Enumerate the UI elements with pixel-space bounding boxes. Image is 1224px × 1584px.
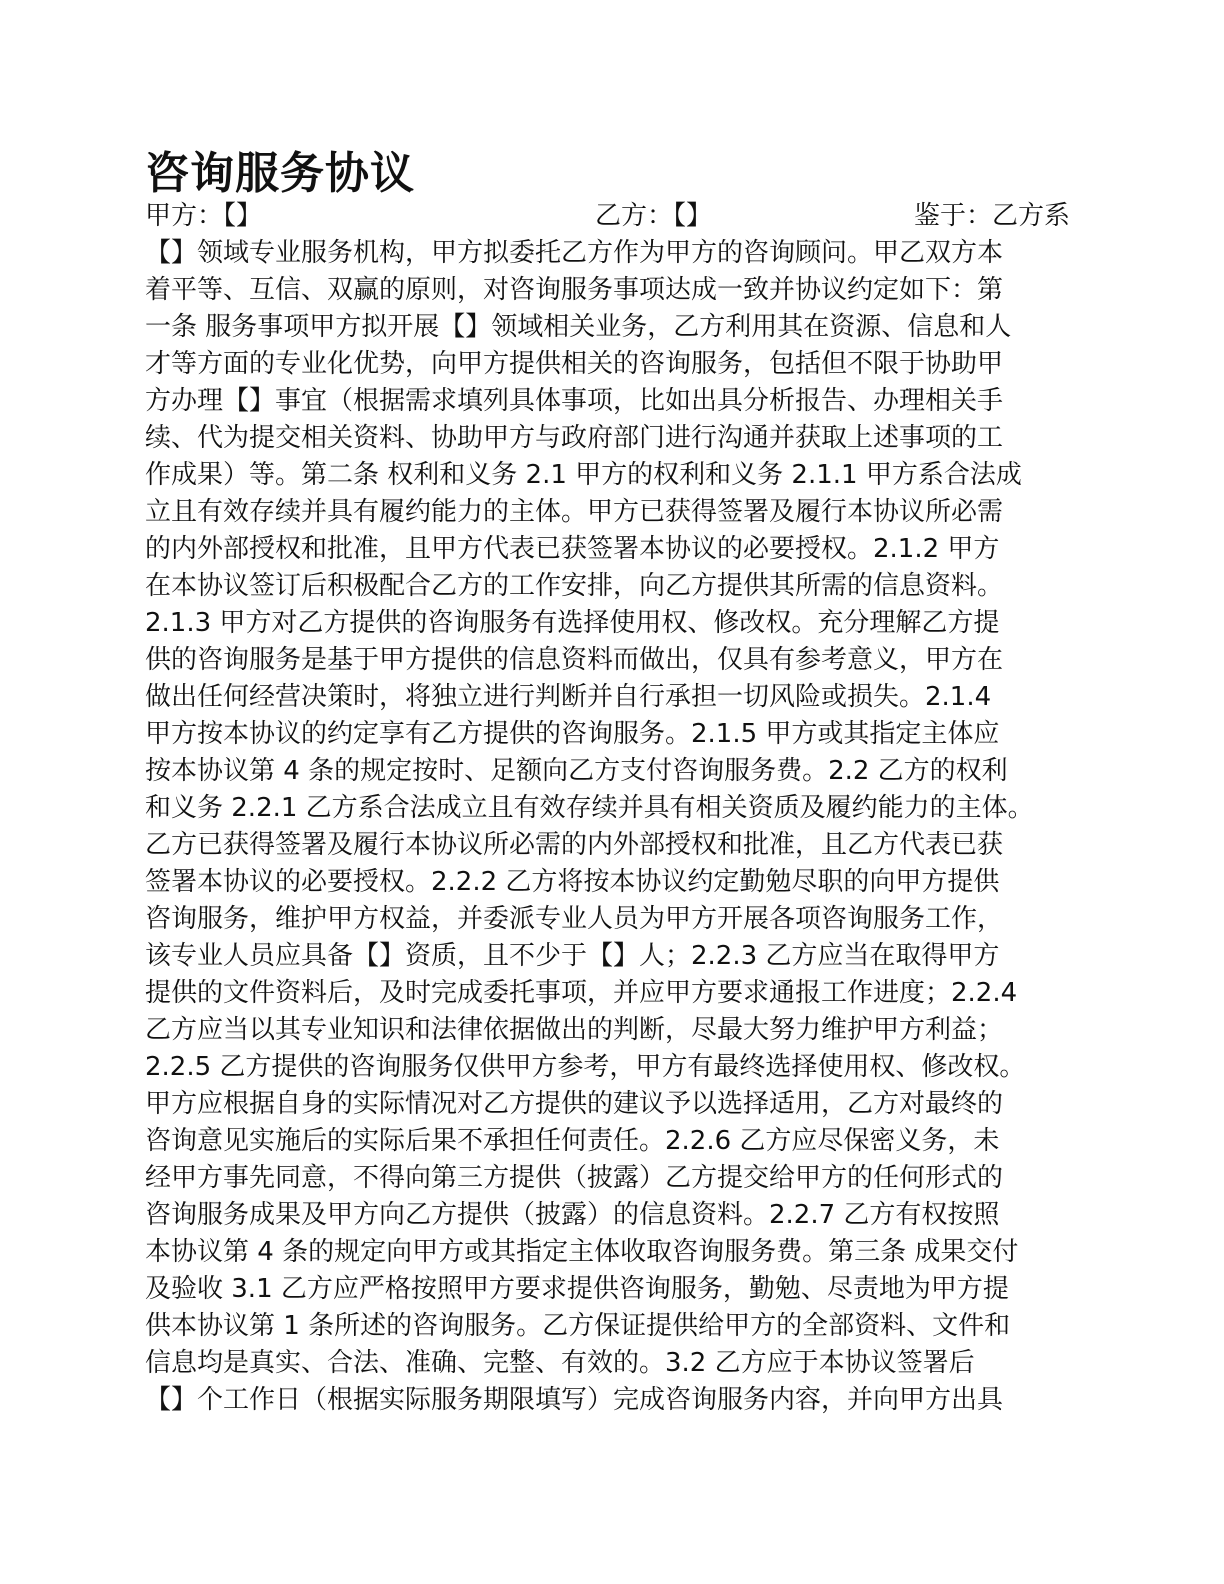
body-line: 乙方应当以其专业知识和法律依据做出的判断，尽最大努力维护甲方利益； <box>145 1015 1004 1045</box>
body-line: 咨询服务，维护甲方权益，并委派专业人员为甲方开展各项咨询服务工作， <box>145 904 1004 934</box>
body-line: 一条 服务事项甲方拟开展【】领域相关业务，乙方利用其在资源、信息和人 <box>145 312 1012 342</box>
party-a-label: 甲方：【】 <box>145 201 263 231</box>
body-line: 续、代为提交相关资料、协助甲方与政府部门进行沟通并获取上述事项的工 <box>145 423 1004 453</box>
body-line: 甲方应根据自身的实际情况对乙方提供的建议予以选择适用，乙方对最终的 <box>145 1089 1004 1119</box>
body-line: 信息均是真实、合法、准确、完整、有效的。3.2 乙方应于本协议签署后 <box>145 1348 975 1378</box>
body-line: 和义务 2.2.1 乙方系合法成立且有效存续并具有相关资质及履约能力的主体。 <box>145 793 1034 823</box>
document-title: 咨询服务协议 <box>145 148 415 199</box>
body-line: 【】个工作日（根据实际服务期限填写）完成咨询服务内容，并向甲方出具 <box>145 1385 1004 1415</box>
body-line: 作成果）等。第二条 权利和义务 2.1 甲方的权利和义务 2.1.1 甲方系合法成 <box>145 460 1022 490</box>
body-line: 咨询服务成果及甲方向乙方提供（披露）的信息资料。2.2.7 乙方有权按照 <box>145 1200 1000 1230</box>
body-line: 着平等、互信、双赢的原则，对咨询服务事项达成一致并协议约定如下：第 <box>145 275 1004 305</box>
body-line: 立且有效存续并具有履约能力的主体。甲方已获得签署及履行本协议所必需 <box>145 497 1004 527</box>
body-line: 签署本协议的必要授权。2.2.2 乙方将按本协议约定勤勉尽职的向甲方提供 <box>145 867 1000 897</box>
body-line: 的内外部授权和批准，且甲方代表已获签署本协议的必要授权。2.1.2 甲方 <box>145 534 1000 564</box>
body-line: 方办理【】事宜（根据需求填列具体事项，比如出具分析报告、办理相关手 <box>145 386 1004 416</box>
body-line: 【】领域专业服务机构，甲方拟委托乙方作为甲方的咨询顾问。甲乙双方本 <box>145 238 1004 268</box>
body-line: 乙方已获得签署及履行本协议所必需的内外部授权和批准，且乙方代表已获 <box>145 830 1004 860</box>
body-line: 才等方面的专业化优势，向甲方提供相关的咨询服务，包括但不限于协助甲 <box>145 349 1004 379</box>
document-page <box>145 150 1070 1419</box>
agreement-body <box>145 235 1070 1419</box>
body-line: 经甲方事先同意，不得向第三方提供（披露）乙方提交给甲方的任何形式的 <box>145 1163 1004 1193</box>
body-line: 按本协议第 4 条的规定按时、足额向乙方支付咨询服务费。2.2 乙方的权利 <box>145 756 1008 786</box>
body-line: 该专业人员应具备【】资质，且不少于【】人；2.2.3 乙方应当在取得甲方 <box>145 941 1000 971</box>
body-line: 供的咨询服务是基于甲方提供的信息资料而做出，仅具有参考意义，甲方在 <box>145 645 1004 675</box>
body-line: 2.1.3 甲方对乙方提供的咨询服务有选择使用权、修改权。充分理解乙方提 <box>145 608 1000 638</box>
body-line: 甲方按本协议的约定享有乙方提供的咨询服务。2.1.5 甲方或其指定主体应 <box>145 719 1000 749</box>
body-line: 供本协议第 1 条所述的咨询服务。乙方保证提供给甲方的全部资料、文件和 <box>145 1311 1011 1341</box>
body-line: 及验收 3.1 乙方应严格按照甲方要求提供咨询服务，勤勉、尽责地为甲方提 <box>145 1274 1009 1304</box>
body-line: 提供的文件资料后，及时完成委托事项，并应甲方要求通报工作进度；2.2.4 <box>145 978 1018 1008</box>
body-line: 做出任何经营决策时，将独立进行判断并自行承担一切风险或损失。2.1.4 <box>145 682 992 712</box>
whereas-label: 鉴于：乙方系 <box>913 201 1070 231</box>
party-b-label: 乙方：【】 <box>595 201 713 231</box>
body-line: 2.2.5 乙方提供的咨询服务仅供甲方参考，甲方有最终选择使用权、修改权。 <box>145 1052 1026 1082</box>
party-row <box>145 198 1070 235</box>
body-line: 在本协议签订后积极配合乙方的工作安排，向乙方提供其所需的信息资料。 <box>145 571 1004 601</box>
body-line: 本协议第 4 条的规定向甲方或其指定主体收取咨询服务费。第三条 成果交付 <box>145 1237 1019 1267</box>
body-line: 咨询意见实施后的实际后果不承担任何责任。2.2.6 乙方应尽保密义务，未 <box>145 1126 1000 1156</box>
